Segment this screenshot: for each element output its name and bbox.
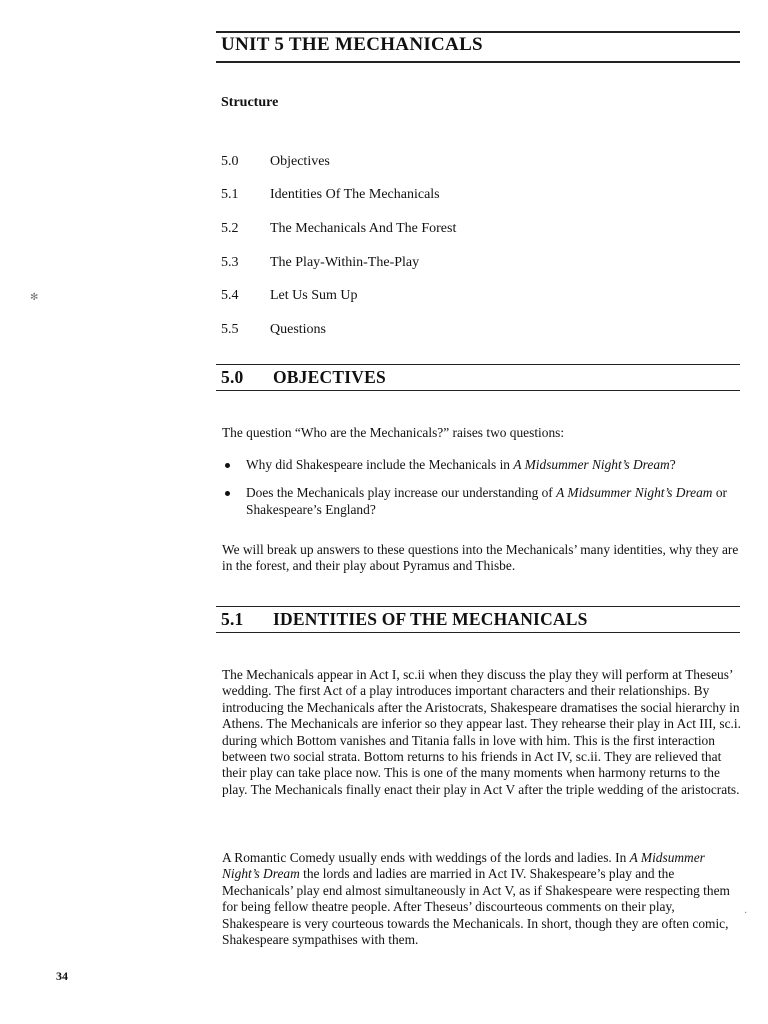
toc-item-number: 5.3	[221, 254, 239, 270]
scan-speck: ✻	[30, 292, 39, 303]
toc-item	[221, 279, 456, 313]
section-title: OBJECTIVES	[273, 367, 386, 387]
section-title: IDENTITIES OF THE MECHANICALS	[273, 609, 588, 629]
paragraph-text: the lords and ladies are married in Act IV. Shakespeare’s play and the Mechanicals’ play end almost simultaneously in Act V, as if Shakespeare were respecting them for being fellow theatre people. After Theseus’ discourteous comments on their play, Shakespeare is very courteous towards the Mechanicals. In short, though they are often comic, Shakespeare sympathises with them.	[222, 866, 730, 948]
section-number: 5.0	[221, 367, 244, 387]
toc-item-number: 5.5	[221, 321, 239, 337]
identities-bottom-rule	[216, 632, 740, 633]
title-top-rule	[216, 31, 740, 33]
toc-item	[221, 246, 456, 280]
bullet-item	[222, 456, 742, 473]
bullet-item	[222, 484, 742, 518]
toc-item	[221, 179, 456, 213]
bullet-icon	[225, 463, 230, 468]
toc-item-number: 5.4	[221, 288, 239, 304]
objectives-heading	[221, 367, 386, 388]
section-number: 5.1	[221, 609, 244, 629]
paragraph-text: A Romantic Comedy usually ends with weddings of the lords and ladies. In	[222, 850, 630, 865]
objectives-intro: The question “Who are the Mechanicals?” raises two questions:	[222, 425, 565, 440]
toc-item-label: Questions	[270, 321, 326, 337]
toc-item-label: Let Us Sum Up	[270, 288, 358, 304]
toc-item	[221, 212, 456, 246]
toc-item	[221, 145, 456, 179]
bullet-text: or Shakespeare’s England?	[246, 485, 727, 517]
toc-item	[221, 313, 456, 347]
play-title: A Midsummer Night’s Dream	[556, 485, 713, 500]
play-title: A Midsummer Night’s Dream	[513, 457, 670, 472]
structure-heading: Structure	[221, 95, 279, 110]
identities-heading	[221, 609, 588, 630]
toc-item-number: 5.0	[221, 153, 239, 169]
toc-item-label: The Play-Within-The-Play	[270, 254, 420, 270]
identities-paragraph-2	[222, 850, 742, 948]
objectives-bullet-list	[222, 456, 742, 518]
toc-item-number: 5.2	[221, 220, 239, 236]
identities-paragraph-1: The Mechanicals appear in Act I, sc.ii when they discuss the play they will perform at Theseus’ wedding. The first Act of a play introduces important characters and their relationships. By introducing the Mechanicals after the Aristocrats, Shakespeare dramatises the social hierarchy in Athens. The Mechanicals are inferior so they appear last. They rehearse their play in Act III, sc.i. during which Bottom vanishes and Titania falls in love with him. This is the first interaction between two social strata. Bottom returns to his friends in Act IV, sc.ii. They are relieved that their play can take place now. This is one of the many moments when harmony returns to the play. The Mechanicals finally enact their play in Act V after the triple wedding of the aristocrats.	[222, 667, 741, 797]
unit-title: UNIT 5 THE MECHANICALS	[221, 34, 483, 55]
table-of-contents	[221, 145, 456, 347]
identities-top-rule	[216, 606, 740, 607]
toc-item-number: 5.1	[221, 187, 239, 203]
bullet-text: ?	[669, 457, 676, 472]
bullet-text: Why did Shakespeare include the Mechanicals in	[246, 457, 514, 472]
toc-item-label: Objectives	[270, 153, 330, 169]
play-title: A Midsummer Night’s Dream	[222, 850, 705, 882]
toc-item-label: The Mechanicals And The Forest	[270, 220, 457, 236]
objectives-bottom-rule	[216, 390, 740, 391]
objectives-top-rule	[216, 364, 740, 365]
bullet-text: Does the Mechanicals play increase our understanding of	[246, 485, 557, 500]
scan-speck: ·	[744, 908, 748, 919]
bullet-icon	[225, 491, 230, 496]
title-bottom-rule	[216, 61, 740, 63]
objectives-closing: We will break up answers to these questions into the Mechanicals’ many identities, why they are in the forest, and their play about Pyramus and Thisbe.	[222, 542, 739, 574]
toc-item-label: Identities Of The Mechanicals	[270, 187, 440, 203]
page-number: 34	[56, 969, 68, 983]
